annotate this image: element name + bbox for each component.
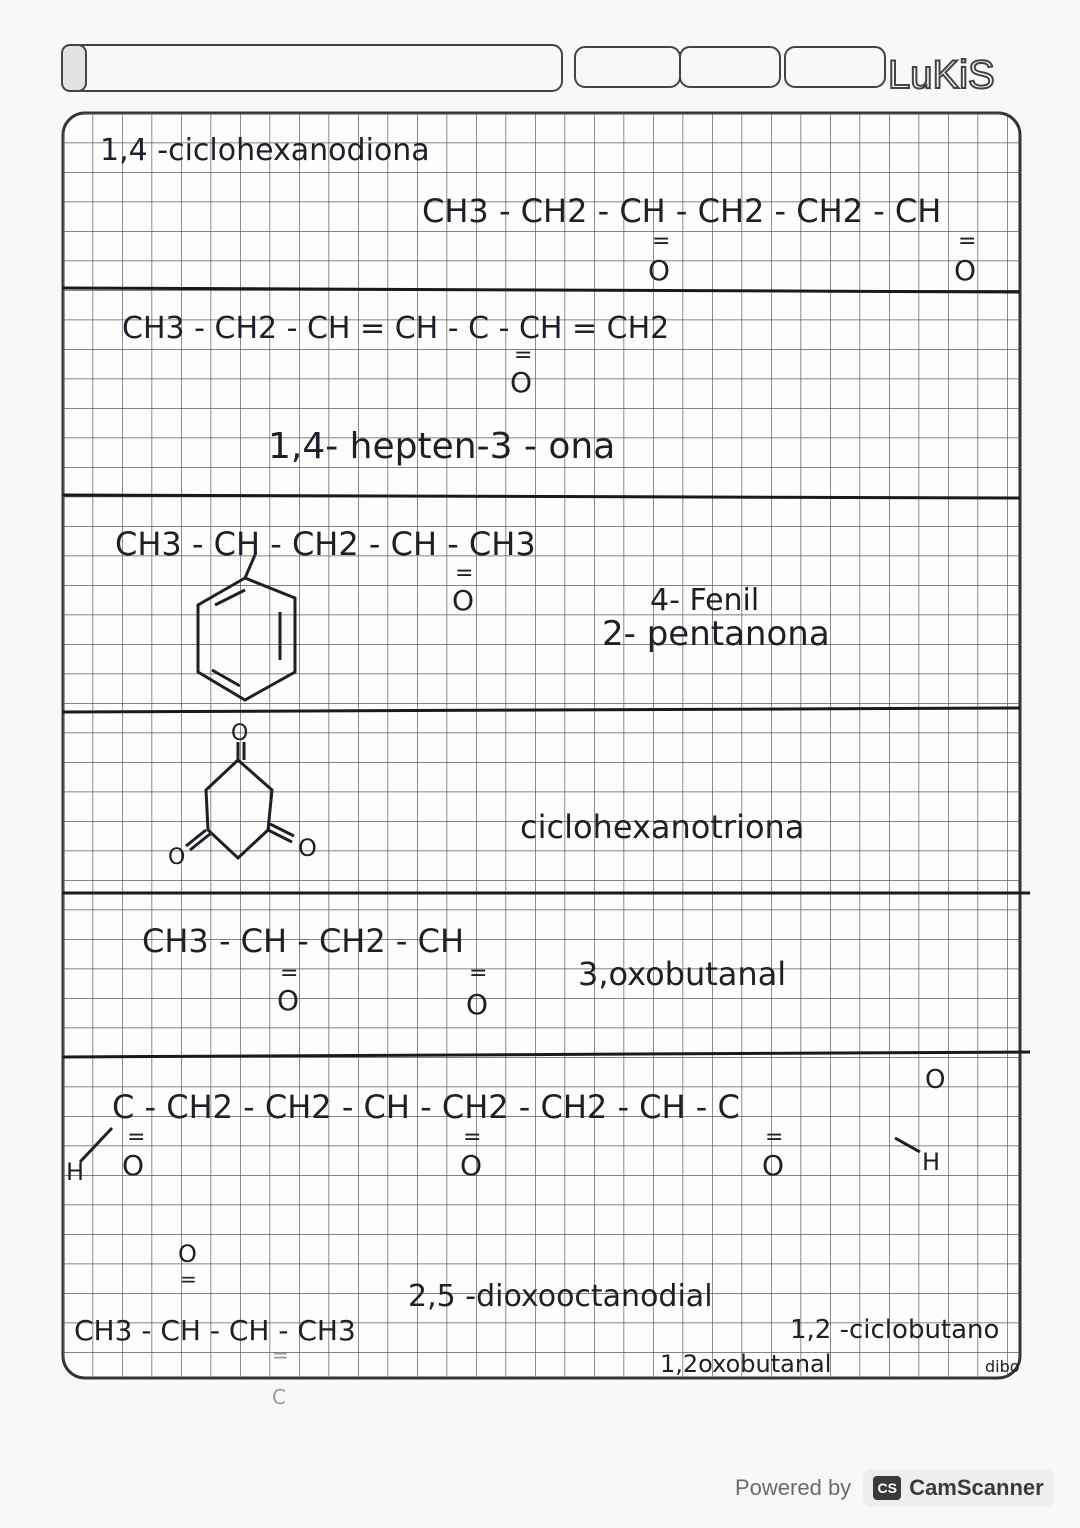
compound-name: 3,oxobutanal (578, 955, 787, 993)
carbonyl-oxygen: O (510, 366, 533, 399)
double-bond-mark: = (469, 961, 488, 986)
aldehyde-oxygen: O (925, 1065, 946, 1095)
brand-logo: LuKiS (888, 53, 995, 97)
double-bond-mark: = (958, 229, 977, 254)
camscanner-icon: CS (873, 1476, 901, 1500)
compound-name: 1,4 -ciclohexanodiona (100, 133, 430, 168)
double-bond-mark: = (652, 229, 671, 254)
compound-name: ciclohexanotriona (520, 808, 805, 846)
structural-formula: CH3 - CH - CH2 - CH (142, 922, 465, 960)
carbonyl-oxygen: O (122, 1149, 145, 1182)
carbonyl-oxygen: O (460, 1149, 483, 1182)
double-bond-mark: = (127, 1125, 146, 1150)
compound-name-line2: 2- pentanona (602, 614, 830, 654)
structural-formula: CH3 - CH2 - CH = CH - C - CH = CH2 (122, 311, 670, 346)
aldehyde-hydrogen: H (922, 1148, 941, 1176)
carbonyl-oxygen: O (466, 988, 489, 1021)
double-bond-mark: = (463, 1125, 482, 1150)
structural-formula: CH3 - CH2 - CH - CH2 - CH2 - CH (422, 192, 942, 230)
camscanner-name: CamScanner (909, 1475, 1044, 1500)
faint-carbon: C (272, 1385, 286, 1409)
double-bond-mark: = (514, 343, 533, 368)
carbonyl-oxygen: O (762, 1149, 785, 1182)
structural-formula: CH3 - CH - CH - CH3 (74, 1314, 356, 1347)
carbonyl-oxygen: O (277, 984, 300, 1017)
carbonyl-oxygen: O (954, 254, 977, 287)
compound-name-alt: dibo (985, 1357, 1020, 1376)
scanner-footer (735, 1466, 1065, 1510)
carbonyl-oxygen: O (178, 1240, 197, 1268)
ring-oxygen: O (231, 721, 249, 746)
structural-formula: CH3 - CH - CH2 - CH - CH3 (115, 525, 536, 563)
double-bond-mark: = (455, 561, 474, 586)
compound-name-alt: 1,2oxobutanal (660, 1350, 832, 1378)
double-bond-mark: = (272, 1343, 289, 1367)
powered-by-label: Powered by (735, 1475, 852, 1500)
double-bond-mark: = (180, 1267, 197, 1291)
compound-name-alt: 1,2 -ciclobutano (790, 1315, 1000, 1345)
compound-name-line1: 4- Fenil (650, 583, 760, 618)
carbonyl-oxygen: O (452, 584, 475, 617)
aldehyde-hydrogen: H (66, 1158, 85, 1186)
compound-name: 1,4- hepten-3 - ona (268, 426, 616, 467)
ring-oxygen: O (298, 834, 317, 862)
ring-oxygen: O (168, 845, 186, 870)
camscanner-badge[interactable] (863, 1469, 1054, 1507)
grid-area (63, 113, 1020, 1378)
structural-formula: C - CH2 - CH2 - CH - CH2 - CH2 - CH - C (112, 1088, 740, 1126)
double-bond-mark: = (280, 961, 299, 986)
compound-name: 2,5 -dioxooctanodial (408, 1279, 713, 1314)
carbonyl-oxygen: O (648, 254, 671, 287)
double-bond-mark: = (765, 1125, 784, 1150)
